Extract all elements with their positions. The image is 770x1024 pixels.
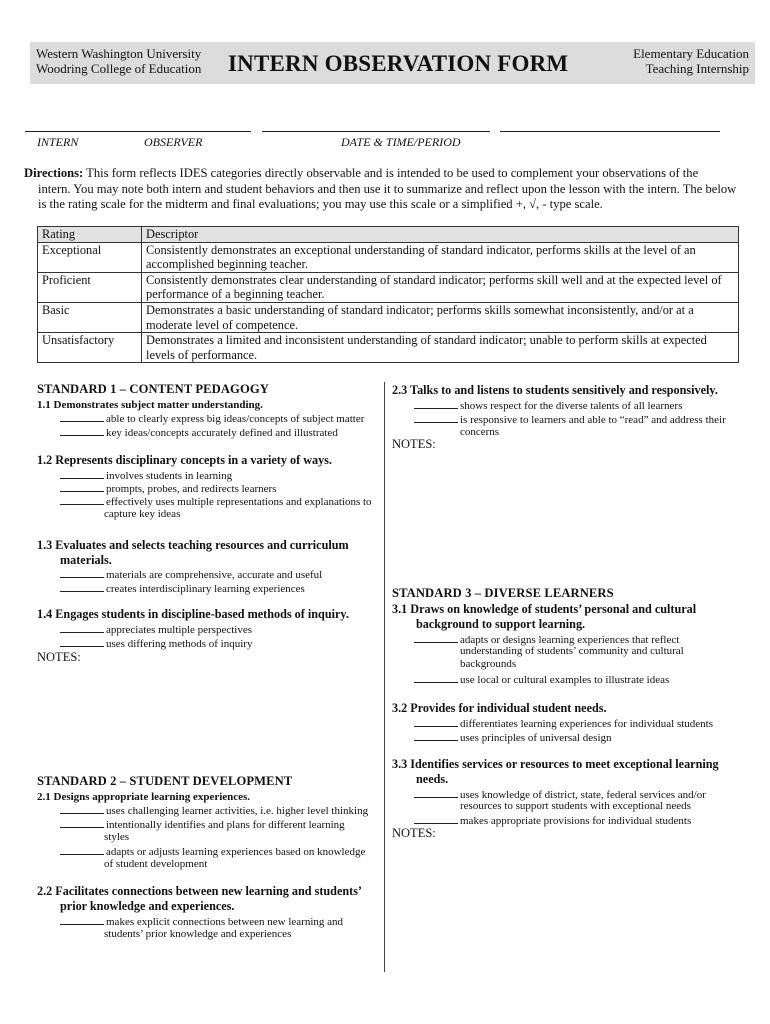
indicator-1-3-cont: materials. <box>60 553 112 567</box>
descriptor-cell <box>142 333 739 363</box>
item-text: uses knowledge of district, state, federal services and/or <box>460 789 706 801</box>
university-name <box>36 46 201 76</box>
program-name <box>633 46 749 76</box>
checklist-item <box>60 844 365 859</box>
directions-lead: Directions: <box>24 166 84 180</box>
program-line: Elementary Education <box>633 46 749 61</box>
rating-cell: Exceptional <box>38 242 142 272</box>
table-row <box>38 242 739 272</box>
indicator-1-2: 1.2 Represents disciplinary concepts in a variety of ways. <box>37 453 332 467</box>
internship-line: Teaching Internship <box>645 61 749 76</box>
descriptor-line: performance of a beginning teacher. <box>146 287 325 302</box>
item-text: uses principles of universal design <box>460 732 612 744</box>
checklist-item <box>60 622 252 637</box>
item-text: adapts or designs learning experiences that reflect <box>460 634 680 646</box>
descriptor-line: accomplished beginning teacher. <box>146 257 309 272</box>
item-continuation: of student development <box>104 858 208 870</box>
column-header: Descriptor <box>142 227 739 243</box>
standard-3-heading: STANDARD 3 – DIVERSE LEARNERS <box>392 586 614 600</box>
item-text: key ideas/concepts accurately defined and illustrated <box>106 427 338 439</box>
directions <box>24 166 744 213</box>
item-text: prompts, probes, and redirects learners <box>106 483 277 495</box>
rating-blank[interactable] <box>60 914 104 925</box>
indicator-3-3-cont: needs. <box>416 772 449 786</box>
indicator-2-2: 2.2 Facilitates connections between new learning and students’ <box>37 884 362 898</box>
rating-cell: Unsatisfactory <box>38 333 142 363</box>
checklist-item <box>60 425 338 440</box>
descriptor-line: moderate level of competence. <box>146 317 299 332</box>
checklist-item <box>414 730 612 745</box>
rating-blank[interactable] <box>60 817 104 828</box>
indicator-1-4: 1.4 Engages students in discipline-based methods of inquiry. <box>37 607 349 621</box>
rating-blank[interactable] <box>60 494 104 505</box>
rating-blank[interactable] <box>414 398 458 409</box>
intern-label: INTERN <box>37 135 79 149</box>
indicator-3-1: 3.1 Draws on knowledge of students’ personal and cultural <box>392 602 697 616</box>
indicator-2-2-cont: prior knowledge and experiences. <box>60 899 235 913</box>
directions-line: intern. You may note both intern and student behaviors and then use it to summarize and reflect upon the lesson with the intern. The below <box>38 181 737 196</box>
indicator-3-2: 3.2 Provides for individual student needs. <box>392 701 607 715</box>
indicator-3-3: 3.3 Identifies services or resources to meet exceptional learning <box>392 757 719 771</box>
rating-blank[interactable] <box>414 412 458 423</box>
intern-observer-line[interactable] <box>25 131 251 132</box>
item-text: effectively uses multiple representations and explanations to <box>106 496 372 508</box>
item-continuation: understanding of students’ community and cultural <box>460 645 684 657</box>
rating-blank[interactable] <box>414 632 458 643</box>
item-text: use local or cultural examples to illustrate ideas <box>460 674 670 686</box>
college-line: Woodring College of Education <box>36 61 202 76</box>
item-text: makes explicit connections between new learning and <box>106 916 344 928</box>
checklist-item <box>60 817 345 832</box>
directions-line: is the rating scale for the midterm and final evaluations; you may use this scale or a simplified +, √, - type scale. <box>38 197 603 211</box>
standard-2-heading: STANDARD 2 – STUDENT DEVELOPMENT <box>37 774 293 788</box>
item-text: shows respect for the diverse talents of all learners <box>460 400 683 412</box>
checklist-item <box>60 803 368 818</box>
descriptor-line: Demonstrates a limited and inconsistent understanding of standard indicator; unable to perform skills at expected <box>146 333 707 348</box>
table-row <box>38 302 739 332</box>
item-text: involves students in learning <box>106 470 233 482</box>
rating-blank[interactable] <box>60 844 104 855</box>
rating-blank[interactable] <box>60 425 104 436</box>
checklist-item <box>414 716 713 731</box>
item-text: is responsive to learners and able to “read” and address their <box>460 414 726 426</box>
column-header: Rating <box>38 227 142 243</box>
item-continuation: students’ prior knowledge and experiences <box>104 928 292 940</box>
descriptor-line: Demonstrates a basic understanding of standard indicator; performs skills somewhat inconsistently, and/or at a <box>146 302 694 317</box>
item-text: adapts or adjusts learning experiences based on knowledge <box>106 846 366 858</box>
rating-blank[interactable] <box>60 636 104 647</box>
checklist-item <box>414 412 726 427</box>
item-continuation: concerns <box>460 426 500 438</box>
rating-blank[interactable] <box>414 813 458 824</box>
checklist-item <box>414 672 669 687</box>
rating-blank[interactable] <box>414 716 458 727</box>
item-continuation: capture key ideas <box>104 508 181 520</box>
descriptor-cell <box>142 302 739 332</box>
rating-blank[interactable] <box>414 730 458 741</box>
descriptor-cell <box>142 272 739 302</box>
rating-blank[interactable] <box>60 803 104 814</box>
checklist-item <box>414 398 682 413</box>
extra-line[interactable] <box>500 131 720 132</box>
table-row <box>38 333 739 363</box>
standard-1-heading: STANDARD 1 – CONTENT PEDAGOGY <box>37 382 269 396</box>
rating-blank[interactable] <box>414 672 458 683</box>
indicator-3-1-cont: background to support learning. <box>416 617 586 631</box>
rating-cell: Basic <box>38 302 142 332</box>
descriptor-line: levels of performance. <box>146 347 258 362</box>
checklist-item <box>414 813 691 828</box>
descriptor-line: Consistently demonstrates clear understanding of standard indicator; performs skill well and at the expected level of <box>146 272 722 287</box>
notes-label: NOTES: <box>37 650 81 664</box>
indicator-1-3: 1.3 Evaluates and selects teaching resources and curriculum <box>37 538 349 552</box>
item-continuation: backgrounds <box>460 658 517 670</box>
checklist-item <box>60 636 252 651</box>
rating-blank[interactable] <box>60 468 104 479</box>
descriptor-line: Consistently demonstrates an exceptional understanding of standard indicator, performs skills at the level of an <box>146 242 696 257</box>
university-line: Western Washington University <box>36 46 202 61</box>
rating-blank[interactable] <box>60 411 104 422</box>
table-row <box>38 272 739 302</box>
item-text: uses challenging learner activities, i.e. higher level thinking <box>106 805 369 817</box>
descriptor-cell <box>142 242 739 272</box>
checklist-item <box>60 567 322 582</box>
item-text: makes appropriate provisions for individual students <box>460 815 692 827</box>
item-text: differentiates learning experiences for individual students <box>460 718 714 730</box>
rating-blank[interactable] <box>60 581 104 592</box>
table-header-row <box>38 227 739 243</box>
checklist-item <box>60 411 364 426</box>
form-title: INTERN OBSERVATION FORM <box>228 51 569 76</box>
item-text: appreciates multiple perspectives <box>106 624 252 636</box>
indicator-2-3: 2.3 Talks to and listens to students sensitively and responsively. <box>392 383 718 397</box>
rating-cell: Proficient <box>38 272 142 302</box>
column-divider <box>384 382 385 972</box>
item-text: materials are comprehensive, accurate and useful <box>106 569 323 581</box>
rating-blank[interactable] <box>60 481 104 492</box>
item-continuation: resources to support students with exceptional needs <box>460 800 691 812</box>
item-continuation: styles <box>104 831 130 843</box>
date-label: DATE & TIME/PERIOD <box>341 135 461 149</box>
indicator-1-1: 1.1 Demonstrates subject matter understanding. <box>37 399 263 411</box>
indicator-2-1: 2.1 Designs appropriate learning experiences. <box>37 791 251 803</box>
item-text: intentionally identifies and plans for different learning <box>106 819 345 831</box>
directions-line: This form reflects IDES categories directly observable and is intended to be used to complement your observations of the <box>86 166 699 180</box>
rating-blank[interactable] <box>414 787 458 798</box>
notes-label: NOTES: <box>392 826 436 840</box>
rating-blank[interactable] <box>60 567 104 578</box>
checklist-item <box>60 494 372 509</box>
item-text: able to clearly express big ideas/concepts of subject matter <box>106 413 365 425</box>
checklist-item <box>60 914 343 929</box>
observer-label: OBSERVER <box>144 135 203 149</box>
rating-blank[interactable] <box>60 622 104 633</box>
rating-scale-table <box>37 226 739 363</box>
checklist-item <box>60 581 305 596</box>
item-text: creates interdisciplinary learning experiences <box>106 583 305 595</box>
notes-label: NOTES: <box>392 437 436 451</box>
item-text: uses differing methods of inquiry <box>106 638 253 650</box>
date-line[interactable] <box>262 131 490 132</box>
header-band <box>30 42 755 84</box>
